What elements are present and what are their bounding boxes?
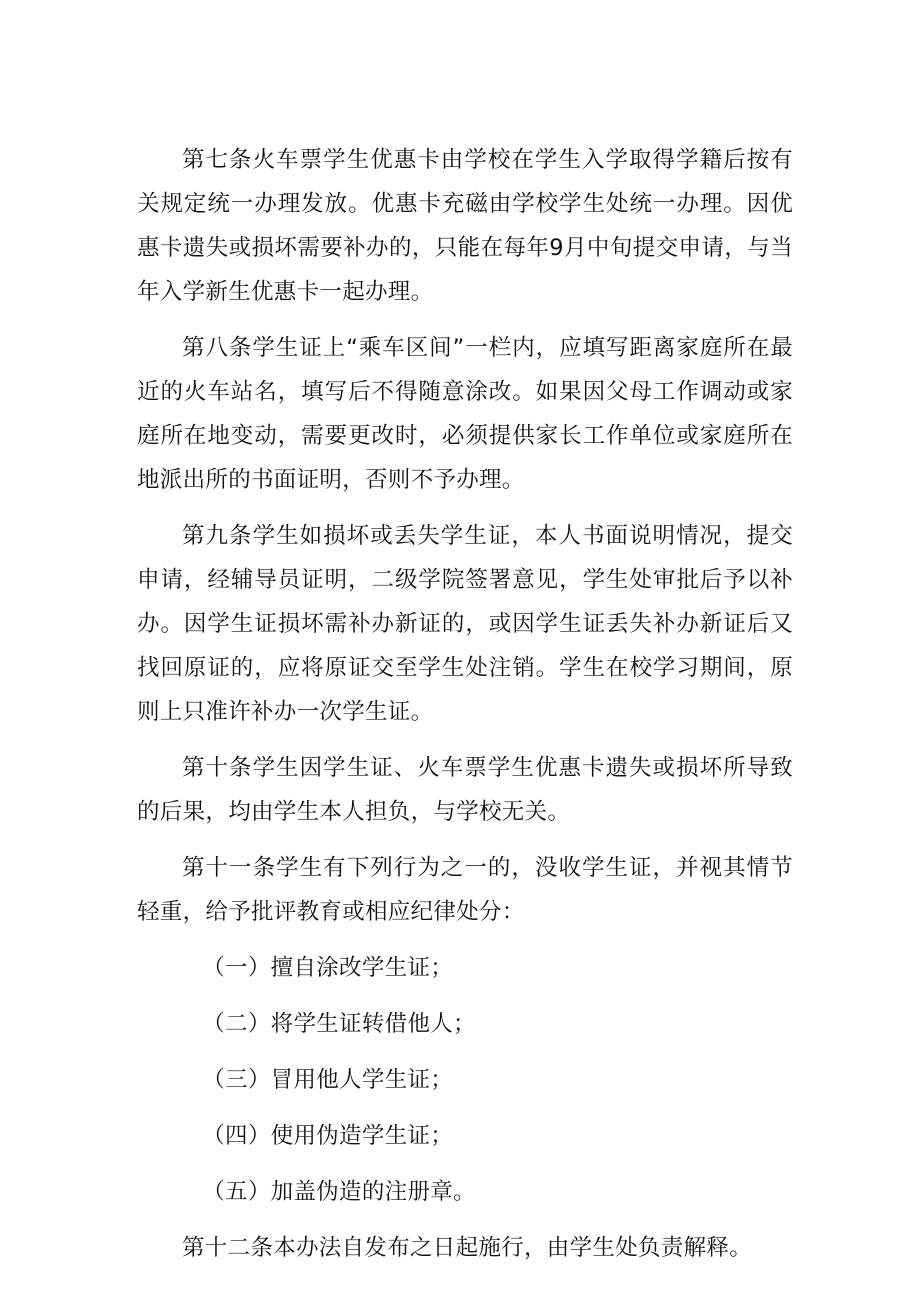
document-body <box>137 138 793 1270</box>
list-item: （一）擅自涂改学生证； <box>202 955 454 981</box>
list-item: （二）将学生证转借他人； <box>202 1011 476 1037</box>
article-8: 第八条学生证上“乘车区间”一栏内，应填写距离家庭所在最近的火车站名，填写后不得随意涂改。如果因父母工作调动或家庭所在地变动，需要更改时，必须提供家长工作单位或家庭所在地派出所的书面证明，否则不予办理。 <box>137 335 793 493</box>
article-12: 第十二条本办法自发布之日起施行，由学生处负责解释。 <box>182 1235 753 1261</box>
list-item: （三）冒用他人学生证； <box>202 1067 454 1093</box>
article-11: 第十一条学生有下列行为之一的，没收学生证，并视其情节轻重，给予批评教育或相应纪律处分： <box>137 855 793 925</box>
article-9: 第九条学生如损坏或丢失学生证，本人书面说明情况，提交申请，经辅导员证明，二级学院签署意见，学生处审批后予以补办。因学生证损坏需补办新证的，或因学生证丢失补办新证后又找回原证的，应将原证交至学生处注销。学生在校学习期间，原则上只准许补办一次学生证。 <box>137 523 793 725</box>
article-10: 第十条学生因学生证、火车票学生优惠卡遗失或损坏所导致的后果，均由学生本人担负，与学校无关。 <box>137 755 793 825</box>
violation-list <box>137 946 793 1214</box>
list-item: （四）使用伪造学生证； <box>202 1123 454 1149</box>
list-item: （五）加盖伪造的注册章。 <box>202 1179 476 1205</box>
article-7: 第七条火车票学生优惠卡由学校在学生入学取得学籍后按有关规定统一办理发放。优惠卡充磁由学校学生处统一办理。因优惠卡遗失或损坏需要补办的，只能在每年9月中旬提交申请，与当年入学新生优惠卡一起办理。 <box>137 147 793 305</box>
